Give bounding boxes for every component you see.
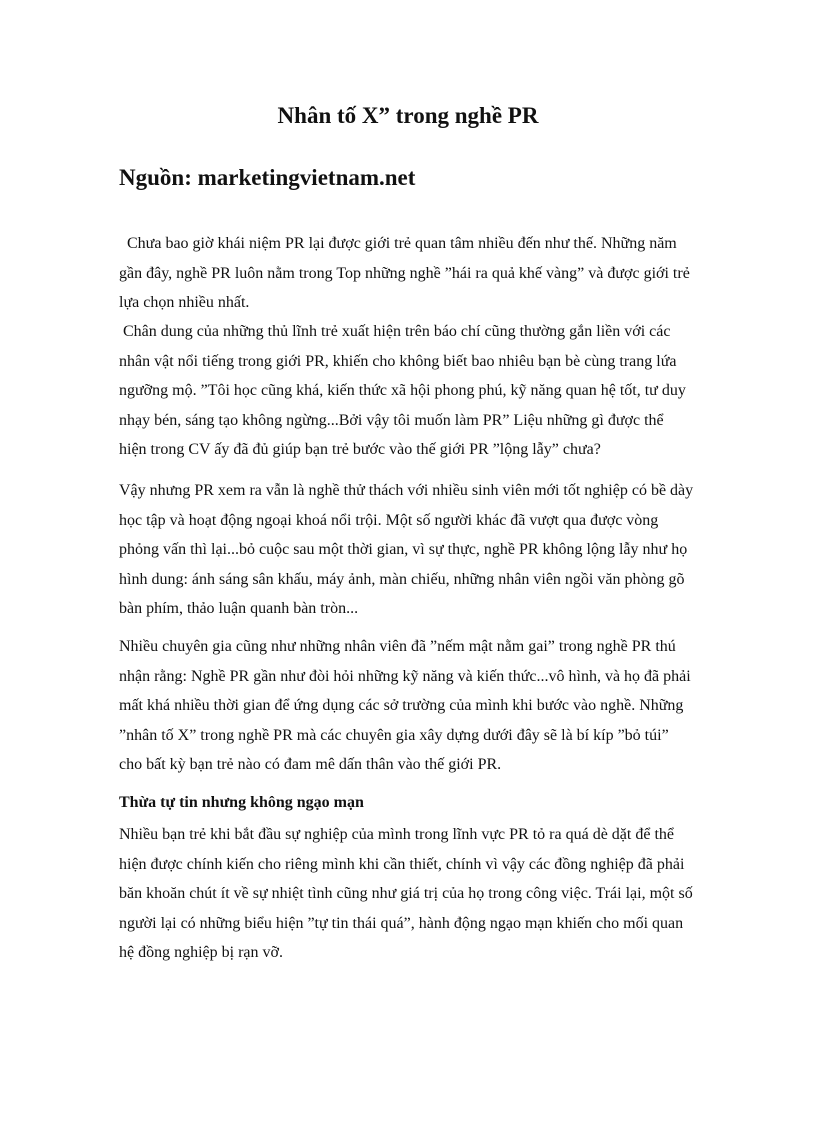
paragraph-line: nhân vật nổi tiếng trong giới PR, khiến cho không biết bao nhiêu bạn bè cùng trang lứa: [119, 352, 677, 370]
paragraph-line: Chưa bao giờ khái niệm PR lại được giới trẻ quan tâm nhiều đến như thế. Những năm: [119, 235, 677, 252]
paragraph-line: Nhiều bạn trẻ khi bắt đầu sự nghiệp của mình trong lĩnh vực PR tỏ ra quá dè dặt để thể: [119, 826, 674, 843]
paragraph-line: phỏng vấn thì lại...bỏ cuộc sau một thời gian, vì sự thực, nghề PR không lộng lẫy như họ: [119, 541, 688, 559]
paragraph-line: gần đây, nghề PR luôn nằm trong Top những nghề ”hái ra quả khế vàng” và được giới trẻ: [119, 264, 690, 282]
paragraph-line: Nhiều chuyên gia cũng như những nhân viên đã ”nếm mật nằm gai” trong nghề PR thú: [119, 638, 676, 655]
section-paragraph: [119, 820, 709, 968]
document-title: Nhân tố X” trong nghề PR: [277, 103, 539, 128]
section-heading: Thừa tự tin nhưng không ngạo mạn: [119, 794, 364, 811]
paragraph-2: [119, 317, 709, 465]
paragraph-line: mất khá nhiều thời gian để ứng dụng các sở trường của mình khi bước vào nghề. Những: [119, 697, 684, 715]
paragraph-line: bàn phím, thảo luận quanh bàn tròn...: [119, 600, 359, 618]
paragraph-line: ngưỡng mộ. ”Tôi học cũng khá, kiến thức xã hội phong phú, kỹ năng quan hệ tốt, tư duy: [119, 382, 686, 400]
paragraph-line: Chân dung của những thủ lĩnh trẻ xuất hiện trên báo chí cũng thường gắn liền với các: [119, 323, 671, 340]
paragraph-line: hệ đồng nghiệp bị rạn vỡ.: [119, 944, 283, 962]
paragraph-line: cho bất kỳ bạn trẻ nào có đam mê dấn thân vào thế giới PR.: [119, 756, 502, 774]
paragraph-4: [119, 632, 709, 780]
paragraph-line: hình dung: ánh sáng sân khấu, máy ảnh, màn chiếu, những nhân viên ngồi văn phòng gõ: [119, 570, 685, 588]
paragraph-line: nhạy bén, sáng tạo không ngừng...Bởi vậy tôi muốn làm PR” Liệu những gì được thể: [119, 411, 664, 429]
paragraph-line: nhận rằng: Nghề PR gần như đòi hỏi những kỹ năng và kiến thức...vô hình, và họ đã phải: [119, 667, 691, 685]
paragraph-line: hiện trong CV ấy đã đủ giúp bạn trẻ bước vào thế giới PR ”lộng lẫy” chưa?: [119, 441, 601, 459]
paragraph-line: băn khoăn chút ít về sự nhiệt tình cũng như giá trị của họ trong công việc. Trái lại, một số: [119, 885, 693, 903]
paragraph-line: hiện được chính kiến cho riêng mình khi cần thiết, chính vì vậy các đồng nghiệp đã phải: [119, 855, 685, 873]
paragraph-1: [119, 229, 709, 318]
paragraph-3: [119, 476, 709, 624]
paragraph-line: Vậy nhưng PR xem ra vẫn là nghề thử thách với nhiều sinh viên mới tốt nghiệp có bề dày: [119, 482, 694, 499]
paragraph-line: học tập và hoạt động ngoại khoá nổi trội. Một số người khác đã vượt qua được vòng: [119, 511, 659, 529]
paragraph-line: ”nhân tố X” trong nghề PR mà các chuyên gia xây dựng dưới đây sẽ là bí kíp ”bỏ túi”: [119, 726, 669, 744]
paragraph-line: lựa chọn nhiều nhất.: [119, 294, 250, 312]
source-line: Nguồn: marketingvietnam.net: [119, 165, 416, 190]
paragraph-line: người lại có những biểu hiện ”tự tin thái quá”, hành động ngạo mạn khiến cho mối quan: [119, 914, 684, 932]
